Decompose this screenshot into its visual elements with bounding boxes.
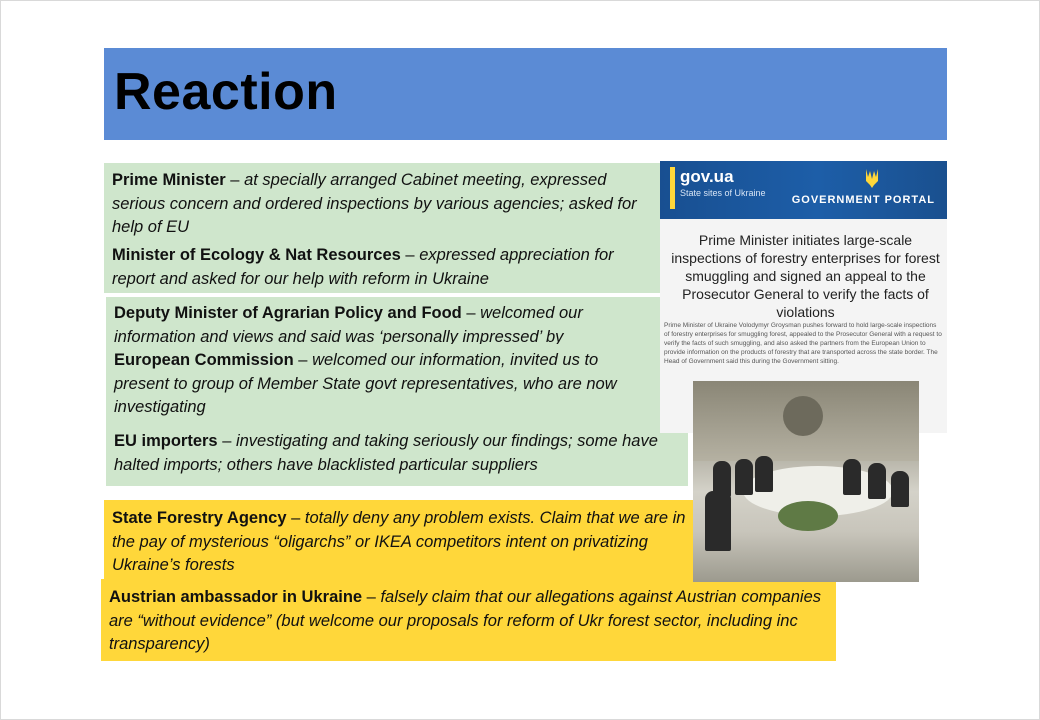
item-text: welcomed our information, invited us to present to group of Member State govt representatives, who are now investigating [114, 351, 617, 416]
state-forestry-item: State Forestry Agency – totally deny any problem exists. Claim that we are in the pay of mysterious “oligarchs” or IKEA competitors intent on privatizing Ukraine’s forests [104, 500, 694, 580]
slide-title: Reaction [114, 63, 338, 121]
portal-body: Prime Minister of Ukraine Volodymyr Groysman pushes forward to hold large-scale inspections of forestry enterprises for smuggling forest, appealed to the Prosecutor General with a request to verify the facts of such smuggling, and also asked the partners from the European Union to provide information on the products of forestry that are transported across the state border. The Head of Government said this during the Government sitting. [664, 322, 942, 365]
item-heading: Deputy Minister of Agrarian Policy and Food [114, 304, 462, 322]
eu-importers-item: EU importers – investigating and taking seriously our findings; some have halted imports; others have blacklisted particular suppliers [106, 426, 688, 486]
ecology-minister-item: Minister of Ecology & Nat Resources – expressed appreciation for report and asked for our help with reform in Ukraine [104, 239, 661, 293]
european-commission-item: European Commission – welcomed our information, invited us to present to group of Member State govt representatives, who are now investigating [106, 344, 661, 426]
item-heading: Austrian ambassador in Ukraine [109, 588, 363, 606]
item-text: totally deny any problem exists. Claim that we are in the pay of mysterious “oligarchs” or IKEA competitors intent on privatizing Ukraine’s forests [112, 509, 686, 574]
item-text: expressed appreciation for report and asked for our help with reform in Ukraine [112, 246, 614, 288]
item-text: investigating and taking seriously our findings; some have halted imports; others have blacklisted particular suppliers [114, 432, 658, 474]
item-text: falsely claim that our allegations against Austrian companies are “without evidence” (but welcome our proposals for reform of Ukr forest sector, including inc transparency) [109, 588, 821, 653]
trident-icon [865, 167, 879, 189]
item-heading: Prime Minister [112, 171, 226, 189]
prime-minister-item: Prime Minister – at specially arranged Cabinet meeting, expressed serious concern and ordered inspections by various agencies; asked for help of EU [104, 163, 661, 239]
wall-emblem [783, 396, 823, 436]
portal-header [660, 161, 947, 219]
austrian-ambassador-item: Austrian ambassador in Ukraine – falsely claim that our allegations against Austrian companies are “without evidence” (but welcome our proposals for reform of Ukr forest sector, including inc transparency) [101, 579, 836, 661]
portal-headline: Prime Minister initiates large-scale inspections of forestry enterprises for forest smuggling and signed an appeal to the Prosecutor General to verify the facts of violations [671, 232, 940, 320]
item-heading: Minister of Ecology & Nat Resources [112, 246, 401, 264]
item-heading: EU importers [114, 432, 218, 450]
agrarian-minister-item: Deputy Minister of Agrarian Policy and Food – welcomed our information and views and said was ‘personally impressed’ by [106, 297, 661, 344]
gov-logo: gov.ua [680, 167, 734, 186]
portal-label: GOVERNMENT PORTAL [791, 194, 935, 206]
item-text: at specially arranged Cabinet meeting, expressed serious concern and ordered inspections by various agencies; asked for help of EU [112, 171, 637, 236]
logo-stripe [670, 167, 675, 209]
gov-subtitle: State sites of Ukraine [680, 188, 766, 198]
item-heading: State Forestry Agency [112, 509, 287, 527]
cabinet-meeting-photo [693, 381, 919, 582]
item-text: welcomed our information and views and said was ‘personally impressed’ by [114, 304, 583, 344]
item-heading: European Commission [114, 351, 294, 369]
